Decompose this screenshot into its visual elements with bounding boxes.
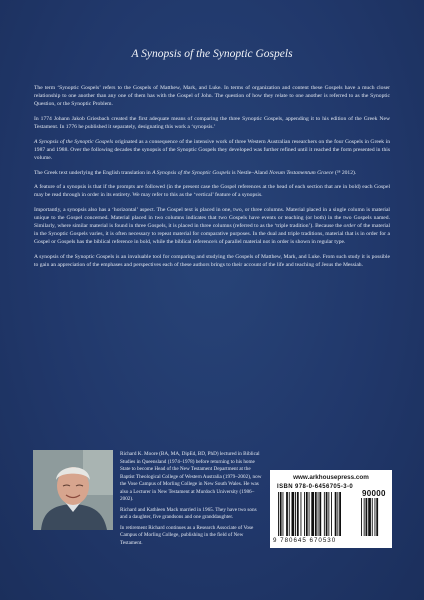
paragraph-origin (34, 138, 390, 162)
paragraph-greek-text (34, 169, 390, 177)
author-photo (33, 450, 113, 530)
bio-retirement: In retirement Richard continues as a Research Associate of Vose Campus of Morling College, publishing in the field of New Testament. (120, 524, 254, 546)
price-code: 90000 (362, 489, 386, 498)
horizontal-text-a: Importantly, a synopsis also has a ‘horizontal’ aspect. The Gospel text is placed in one, two, or three columns. Material placed in a single column is material unique to the Gospel concerned. Material placed in two columns indicates that two Gospels have events or teaching (or both) in the two Gospels named. Similarly, where similar material is found in three Gospels, it is placed in three columns (referred to as the ‘triple tradition’). Because the (34, 207, 390, 230)
author-bio (120, 451, 264, 550)
edition-year: (²⁸ 2012). (333, 169, 357, 176)
greek-text-intro: The Greek text underlying the English translation in (34, 169, 153, 176)
barcode-digits: 9 780645 670530 (273, 537, 337, 544)
greek-text-mid: is Nestle–Aland (230, 169, 270, 176)
book-title-inline: A Synopsis of the Synoptic Gospels (34, 138, 114, 145)
isbn-label: ISBN 978-0-6456705-3-0 (277, 484, 354, 490)
paragraph-summary: A synopsis of the Synoptic Gospels is an invaluable tool for comparing and studying the Gospels of Matthew, Mark, and Luke. From such study it is possible to gain an appreciation of the emphases and perspectives each of these authors brings to their account of the life and teaching of Jesus the Messiah. (34, 254, 390, 269)
book-title-inline: A Synopsis of the Synoptic Gospels (152, 169, 231, 176)
paragraph-horizontal-feature (34, 206, 390, 246)
barcode-box (270, 470, 392, 548)
order-emphasis: order (343, 223, 356, 230)
nestle-aland-title: Novum Testamentum Graece (269, 169, 334, 176)
origin-text: originated as a consequence of the intensive work of three Western Australian researchers on the four Gospels in Greek in 1987 and 1988. Over the following decades the synopsis of the Synoptic Gospels they developed was further refined until it reached the form presented in this volume. (34, 138, 390, 161)
bio-career: Richard K. Moore (BA, MA, DipEd, BD, PhD) lectured in Biblical Studies in Queensland (1974–1978) before returning to his home State to become Head of the New Testament Department at the Baptist Theological College of Western Australia (1979–2002), now the Vose Campus of Morling College in New South Wales. He was also a Lecturer in New Testament at Murdoch University (1986–2002). (120, 451, 262, 502)
blurb-text (34, 84, 390, 276)
bio-family: Richard and Kathleen Mack married in 1965. They have two sons and a daughter, five grandsons and one granddaughter. (120, 506, 257, 520)
paragraph-synoptic-definition: The term ‘Synoptic Gospels’ refers to the Gospels of Matthew, Mark, and Luke. In terms of organization and content these Gospels have a much closer relationship to one another than any one of them has with the Gospel of John. The question of how they relate to one another is referred to as the Synoptic Question, or the Synoptic Problem. (34, 85, 390, 108)
publisher-url: www.arkhousepress.com (293, 474, 369, 481)
barcode-icon (277, 492, 387, 536)
paragraph-vertical-feature: A feature of a synopsis is that if the prompts are followed (in the present case the Gospel references at the head of each section that are in bold) each Gospel may be read through in order in its entirety. We may refer to this as the ‘vertical’ feature of a synopsis. (34, 184, 390, 199)
horizontal-text-b: of the material in the Synoptic Gospels varies, it is often necessary to repeat material for comparative purposes. In the dual and triple traditions, material that is in order for a Gospel or Gospels has the biblical reference in bold, while the biblical reference/s of parallel material not in order is shown in regular type. (34, 223, 391, 246)
book-title: A Synopsis of the Synoptic Gospels (131, 48, 293, 60)
paragraph-griesbach: In 1774 Johann Jakob Griesbach created the first adequate means of comparing the three Synoptic Gospels, appending it to his edition of the Greek New Testament. In 1776 he published it separately, designating this work a ‘synopsis.’ (34, 115, 390, 130)
